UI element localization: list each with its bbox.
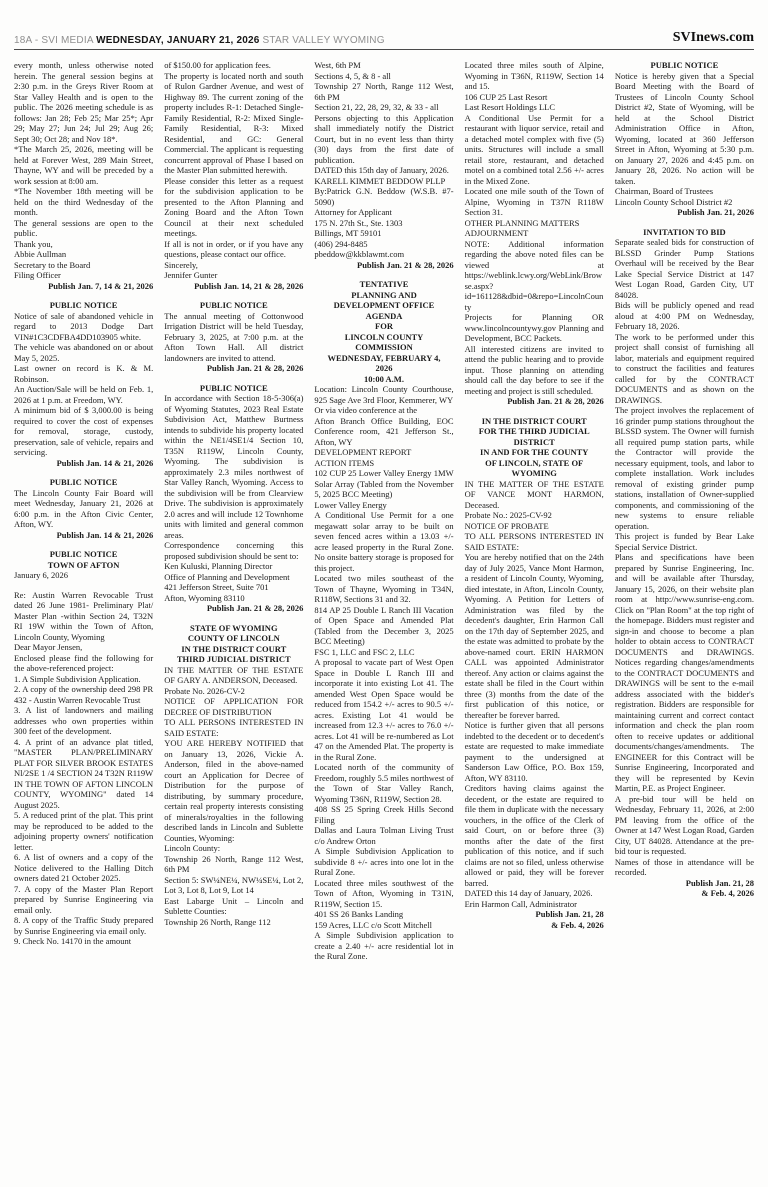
spacer xyxy=(465,407,604,416)
notice-paragraph: In accordance with Section 18-5-306(a) of Wyoming Statutes, 2023 Real Estate Subdivision Act, Matthew Burtness intends to subdivide his property located within the NE1/4SE1/4 Section 10, T35N R119W, Lincoln County, Wyoming. The subdivision is approximately 2.3 miles northwest of Star Valley Ranch, Wyoming. Access to the subdivision will be from Clearview Drive. The subdivision is approximately 2.0 acres and will include 12 Townhome units with limited and general common areas. xyxy=(164,393,304,540)
notice-heading: PLANNING AND xyxy=(351,289,417,300)
notice-heading: FOR xyxy=(375,321,393,331)
header-date: WEDNESDAY, JANUARY 21, 2026 xyxy=(96,35,260,46)
notice-paragraph: Chairman, Board of Trustees xyxy=(614,186,714,196)
page-header xyxy=(14,30,754,50)
notice-paragraph: Afton, Wyoming 83110 xyxy=(164,592,245,603)
publish-line: Publish Jan. 21, 28 xyxy=(535,909,604,919)
notice-heading: IN AND FOR THE COUNTY xyxy=(479,447,589,457)
notice-heading: OF LINCOLN, STATE OF xyxy=(485,457,584,468)
spacer xyxy=(615,218,754,227)
notice-paragraph: January 6, 2026 xyxy=(14,570,69,580)
publish-line: & Feb. 4, 2026 xyxy=(551,919,604,930)
notice-paragraph: By:Patrick G.N. Beddow (W.S.B. #7-5090) xyxy=(314,186,454,207)
notice-paragraph: Located three miles south of Alpine, Wyoming in T36N, R119W, Section 14 and 15. xyxy=(464,60,604,91)
notice-heading: AGENDA xyxy=(365,310,403,321)
columns xyxy=(0,50,768,962)
publish-line: Publish Jan. 7, 14 & 21, 2026 xyxy=(48,280,154,291)
column-1 xyxy=(14,60,153,962)
notice-paragraph: Ken Kuluski, Planning Director xyxy=(164,561,273,571)
notice-paragraph: Afton Branch Office Building, EOC Conference room, 421 Jefferson St., Afton, WY xyxy=(314,415,454,447)
spacer xyxy=(164,291,303,300)
notice-paragraph: Sincerely, xyxy=(164,259,198,270)
spacer xyxy=(164,614,303,623)
notice-paragraph: YOU ARE HEREBY NOTIFIED that on January 13, 2026, Vickie A. Anderson, filed in the above-named court an Application for Decree of Distribution for the purpose of distributing, by summary procedure, certain real property interests consisting of minerals/royalties in the following described lands in Lincoln and Sublette Counties, Wyoming: xyxy=(164,738,304,843)
notice-paragraph: Abbie Aullman xyxy=(14,249,67,259)
publish-line: Publish Jan. 21 & 28, 2026 xyxy=(357,259,454,270)
notice-heading: WEDNESDAY, FEBRUARY 4, xyxy=(327,352,441,363)
notice-paragraph: Attorney for Applicant xyxy=(314,207,392,217)
notice-paragraph: Located one mile south of the Town of Alpine, Wyoming in T37N R118W Section 31. xyxy=(464,186,604,217)
notice-paragraph: The property is located north and south of Rulon Gardner Avenue, and west of Highway 89. The current zoning of the property includes R-1: Detached Single-Family Residential, R-2: Mixed Single-Family Residential, R-3: Mixed Residential, and GC: General Commercial. The applicant is requesting concurrent approval of Phase I based on the Master Plan submitted herewith. xyxy=(164,70,304,175)
notice-paragraph: A pre-bid tour will be held on Wednesday, February 11, 2026, at 2:00 PM leaving from the office of the Owner at 147 West Logan Road, Garden City, UT 84028. Attendance at the pre-bid tour is requested. xyxy=(614,793,755,856)
notice-paragraph: Probate No.: 2025-CV-92 xyxy=(464,510,552,520)
notice-paragraph: 9. Check No. 14170 in the amount xyxy=(14,936,132,946)
notice-paragraph: OTHER PLANNING MATTERS xyxy=(464,217,580,228)
notice-heading: STATE OF WYOMING xyxy=(190,622,278,633)
notice-paragraph: Section 21, 22, 28, 29, 32, & 33 - all xyxy=(314,102,439,112)
notice-paragraph: DATED this 14 day of January, 2026. xyxy=(464,888,593,898)
notice-paragraph: 421 Jefferson Street, Suite 701 xyxy=(164,582,269,592)
notice-heading: 10:00 A.M. xyxy=(364,373,404,384)
notice-paragraph: A minimum bid of $ 3,000.00 is being required to cover the cost of expenses for removal, storage, custody, preservation, sale of vehicle, repairs and servicing. xyxy=(14,405,154,457)
site-name: SVInews.com xyxy=(672,30,754,45)
notice-paragraph: 408 SS 25 Spring Creek Hills Second Filing xyxy=(314,804,454,825)
publish-line: Publish Jan. 14 & 21, 2026 xyxy=(56,529,154,540)
notice-paragraph: Notice of sale of abandoned vehicle in regard to 2013 Dodge Dart VIN#1C3CDFBA4DD103905 white. xyxy=(14,310,154,342)
notice-paragraph: Last owner on record is K. & M. Robinson. xyxy=(14,363,154,384)
notice-paragraph: KARELL KIMMET BEDDOW PLLP xyxy=(314,175,446,186)
notice-paragraph: *The November 18th meeting will be held on the third Wednesday of the month. xyxy=(14,186,154,217)
notice-paragraph: A proposal to vacate part of West Open Space in Double L Ranch III and incorporate it into existing Lot 41. The amended West Open Space would be reduced from 154.2 +/- acres to 90.5 +/- acres. Existing Lot 41 would be increased from 12.3 +/- acres to 76.0 +/- acres. Lot 41 will be re-numbered as Lot 47 on the Amended Plat. The property is in the Rural Zone. xyxy=(314,657,454,762)
notice-paragraph: 7. A copy of the Master Plan Report prepared by Sunrise Engineering via email only. xyxy=(14,883,154,915)
notice-paragraph: DATED this 15th day of January, 2026. xyxy=(314,165,449,175)
notice-heading: PUBLIC NOTICE xyxy=(199,300,268,310)
notice-paragraph: ADJOURNMENT xyxy=(464,228,529,238)
notice-paragraph: 159 Acres, LLC c/o Scott Mitchell xyxy=(314,919,432,930)
notice-paragraph: Please consider this letter as a request for the subdivision application to be presented to the Afton Planning and Zoning Board and the Afton Town Council at their next scheduled meetings. xyxy=(164,175,304,238)
notice-paragraph: FSC 1, LLC and FSC 2, LLC xyxy=(314,646,415,657)
notice-paragraph: Names of those in attendance will be recorded. xyxy=(614,856,755,877)
notice-paragraph: 5. A reduced print of the plat. This print may be reproduced to be added to the adjoining property owners' notification letter. xyxy=(14,810,154,852)
notice-paragraph: The general sessions are open to the public. xyxy=(14,217,154,238)
notice-paragraph: 2. A copy of the ownership deed 298 PR 432 - Austin Warren Revocable Trust xyxy=(14,684,154,705)
page-label: 18A - SVI MEDIA xyxy=(14,35,97,46)
notice-paragraph: If all is not in order, or if you have any questions, please contact our office. xyxy=(164,238,304,259)
publish-line: & Feb. 4, 2026 xyxy=(701,888,755,898)
notice-paragraph: Lincoln County: xyxy=(164,843,221,853)
notice-paragraph: You are hereby notified that on the 24th day of July 2025, Vance Mont Harmon, a resident of Lincoln County, Wyoming, died intestate, in Afton, Lincoln County, Wyoming. A Petition for Letters of Administration was filed by the decedent's daughter, Erin Harmon Call on the 17th day of September 2025, and the estate was admitted to probate by the above-named court. ERIN HARMON CALL was appointed Administrator thereof. Any action or claims against the estate shall be filed in the Court within three (3) months from the date of the first publication of this notice, or thereafter be forever barred. xyxy=(464,552,604,720)
notice-heading: WYOMING xyxy=(511,468,557,478)
publish-line: Publish Jan. 21 & 28, 2026 xyxy=(507,396,604,406)
notice-paragraph: Sections 4, 5, & 8 - all xyxy=(314,70,391,81)
publish-line: Publish Jan. 14 & 21, 2026 xyxy=(56,457,154,468)
notice-paragraph: Billings, MT 59101 xyxy=(314,228,382,238)
notice-paragraph: ACTION ITEMS xyxy=(314,457,375,468)
spacer xyxy=(314,270,453,279)
notice-paragraph: The vehicle was abandoned on or about May 5, 2025. xyxy=(14,342,154,363)
notice-paragraph: Projects for Planning OR www.lincolncountywy.gov Planning and Development, BCC Packets. xyxy=(464,312,604,343)
notice-paragraph: NOTICE OF PROBATE xyxy=(464,520,549,531)
notice-paragraph: Township 26 North, Range 112 West, 6th PM xyxy=(164,853,304,874)
notice-paragraph: Plans and specifications have been prepared by Sunrise Engineering, Inc. and will be available after Thursday, January 15, 2026, on their website plan room at http://www.sunrise-eng.com. Click on "Plan Room" at the top right of the homepage. Bidders must register and sign-in and choose to become a plan holder to obtain access to CONTRACT DOCUMENTS and DRAWINGS. Notices regarding changes/amendments to the CONTRACT DOCUMENTS and DRAWINGS will be sent to the e-mail address associated with the bidder's registration. Bidders are responsible for maintaining current and correct contact information and check the plan room often to receive updates or additional documents/changes/amendments. The ENGINEER for this Contract will be Sunrise Engineering, Incorporated and they will be represented by Kevin Martin, P.E. as Project Engineer. xyxy=(614,552,755,793)
notice-paragraph: A Conditional Use Permit for a restaurant with liquor service, retail and a detached motel complex with five (5) units. Structures will include a small retail store, restaurant, and detached motel on a combined total 2.56 +/- acres in the Mixed Zone. xyxy=(464,112,604,186)
notice-paragraph: 4. A print of an advance plat titled, "MASTER PLAN/PRELIMINARY PLAT FOR SILVER BROOK ESTATES Nl/2SE 1 /4 SECTION 24 T32N R119W IN THE TOWN OF AFTON LINCOLN COUNTY, WYOMING" dated 14 August 2025. xyxy=(14,736,154,810)
column-3 xyxy=(314,60,453,962)
column-4 xyxy=(465,60,604,962)
notice-paragraph: *The March 25, 2026, meeting will be held at Forever West, 289 Main Street, Thayne, WY and will be preceded by a work session at 8:00 am. xyxy=(14,144,154,186)
notice-paragraph: Persons objecting to this Application shall immediately notify the District Court, but in no event less than thirty (30) days from the first date of publication. xyxy=(314,112,454,165)
notice-paragraph: every month, unless otherwise noted herein. The general session begins at 2:30 p.m. in the Greys River Room at Star Valley Health and is open to the public. The 2026 meeting schedule is as follows: Jan 28; Feb 25; Mar 25*; Apr 29; May 27; Jun 24; Jul 29; Aug 26; Sept 30; Oct 28; and Nov 18*. xyxy=(14,60,154,144)
spacer xyxy=(14,291,153,300)
notice-paragraph: TO ALL PERSONS INTERESTED IN SAID ESTATE: xyxy=(164,717,304,738)
notice-paragraph: Enclosed please find the following for the above-referenced project: xyxy=(14,652,154,673)
notice-heading: TOWN OF AFTON xyxy=(47,559,120,570)
notice-paragraph: (406) 294-8485 xyxy=(314,238,368,249)
notice-paragraph: Office of Planning and Development xyxy=(164,571,290,582)
notice-paragraph: 814 AP 25 Double L Ranch III Vacation of Open Space and Amended Plat (Tabled from the December 3, 2025 BCC Meeting) xyxy=(314,604,454,646)
notice-paragraph: Correspondence concerning this proposed subdivision should be sent to: xyxy=(164,540,304,561)
publish-line: Publish Jan. 21 & 28, 2026 xyxy=(206,603,304,613)
publish-line: Publish Jan. 21, 2026 xyxy=(677,207,755,217)
notice-paragraph: Separate sealed bids for construction of BLSSD Grinder Pump Stations Overhaul will be received by the Bear Lake Special Service District at 147 West Logan Road, Garden City, UT 84028. xyxy=(614,237,755,300)
notice-paragraph: DEVELOPMENT REPORT xyxy=(314,447,412,457)
notice-paragraph: NOTICE OF APPLICATION FOR DECREE OF DISTRIBUTION xyxy=(164,696,304,717)
notice-paragraph: 1. A Simple Subdivision Application. xyxy=(14,673,141,684)
notice-paragraph: IN THE MATTER OF THE ESTATE OF VANCE MONT HARMON, Deceased. xyxy=(464,478,604,510)
notice-heading: PUBLIC NOTICE xyxy=(199,382,268,393)
notice-paragraph: An Auction/Sale will be held on Feb. 1, 2026 at 1 p.m. at Freedom, WY. xyxy=(14,384,154,405)
notice-paragraph: 8. A copy of the Traffic Study prepared by Sunrise Engineering via email only. xyxy=(14,915,154,936)
notice-paragraph: The annual meeting of Cottonwood Irrigation District will be held Tuesday, February 3, 2025, at 7:00 p.m. at the Afton Town Hall. All district landowners are invited to attend. xyxy=(164,310,304,363)
notice-paragraph: Re: Austin Warren Revocable Trust dated 26 June 1981- Preliminary Plat/ Master Plan -within Section 24, T32N RI 19W within the Town of Afton, Lincoln County, Wyoming xyxy=(14,589,154,642)
notice-paragraph: Lincoln County School District #2 xyxy=(614,196,733,207)
notice-paragraph: Township 27 North, Range 112 West, 6th PM xyxy=(314,81,454,102)
notice-paragraph: TO ALL PERSONS INTERESTED IN SAID ESTATE: xyxy=(464,531,604,552)
notice-paragraph: The Lincoln County Fair Board will meet Wednesday, January 21, 2026 at 6:00 p.m. in the Afton Civic Center, Afton, WY. xyxy=(14,487,154,529)
notice-paragraph: Located two miles southeast of the Town of Thayne, Wyoming in T34N, R118W, Sections 31 and 32. xyxy=(314,573,454,604)
notice-paragraph: Located north of the community of Freedom, roughly 5.5 miles northwest of the Town of Star Valley Ranch, Wyoming T36N, R119W, Section 28. xyxy=(314,762,454,804)
notice-paragraph: 175 N. 27th St., Ste. 1303 xyxy=(314,217,403,228)
notice-heading: IN THE DISTRICT COURT xyxy=(181,643,287,654)
notice-paragraph: Dear Mayor Jensen, xyxy=(14,642,83,652)
notice-paragraph: 3. A list of landowners and mailing addresses who own properties within 300 feet of the development. xyxy=(14,705,154,736)
notice-paragraph: Dallas and Laura Tolman Living Trust c/o Andrew Orton xyxy=(314,825,454,846)
notice-heading: PUBLIC NOTICE xyxy=(49,300,118,310)
notice-heading: IN THE DISTRICT COURT xyxy=(481,415,587,426)
notice-paragraph: Bids will be publicly opened and read aloud at 4:00 PM on Wednesday, February 18, 2026. xyxy=(614,300,755,331)
notice-paragraph: 102 CUP 25 Lower Valley Energy 1MW Solar Array (Tabled from the November 5, 2025 BCC Meeting) xyxy=(314,468,454,499)
notice-paragraph: Secretary to the Board xyxy=(14,259,91,270)
notice-paragraph: West, 6th PM xyxy=(314,60,361,70)
spacer xyxy=(14,468,153,477)
notice-paragraph: East Labarge Unit – Lincoln and Sublette Counties: xyxy=(164,895,304,916)
notice-paragraph: Location: Lincoln County Courthouse, 925 Sage Ave 3rd Floor, Kemmerer, WY xyxy=(314,384,454,405)
notice-paragraph: Jennifer Gunter xyxy=(164,270,218,280)
notice-paragraph: All interested citizens are invited to attend the public hearing and to provide input. Those planning on attending should call the day before to see if the meeting and project is still scheduled. xyxy=(464,343,604,396)
notice-heading: LINCOLN COUNTY xyxy=(344,331,424,342)
notice-paragraph: Lower Valley Energy xyxy=(314,499,387,510)
notice-heading: COUNTY OF LINCOLN xyxy=(187,633,280,643)
notice-paragraph: Last Resort Holdings LLC xyxy=(464,102,556,112)
notice-paragraph: This project is funded by Bear Lake Special Service District. xyxy=(614,531,755,552)
notice-paragraph: Or via video conference at the xyxy=(314,405,418,415)
notice-paragraph: Thank you, xyxy=(14,238,53,249)
notice-heading: DISTRICT xyxy=(513,436,555,447)
notice-paragraph: A Simple Subdivision application to create a 2.40 +/- acre residential lot in the Rural Zone. xyxy=(314,930,454,961)
notice-paragraph: A Conditional Use Permit for a one megawatt solar array to be built on seven fenced acres within a 13.03 +/- acre leased property in the Rural Zone. No onsite battery storage is proposed for this project. xyxy=(314,510,454,573)
notice-heading: COMMISSION xyxy=(355,342,413,352)
notice-paragraph: Notice is further given that all persons indebted to the decedent or to decedent's estate are requested to make immediate payment to the undersigned at Sanderson Law Office, P.O. Box 159, Afton, WY 83110. xyxy=(464,720,604,783)
publish-line: Publish Jan. 21 & 28, 2026 xyxy=(206,363,304,373)
column-2 xyxy=(164,60,303,962)
notice-paragraph: The work to be performed under this project shall consist of furnishing all labor, materials and equipment required to construct the facilities and features called for by the CONTRACT DOCUMENTS and as shown on the DRAWINGS. xyxy=(614,331,755,405)
notice-paragraph: 106 CUP 25 Last Resort xyxy=(464,91,548,102)
notice-paragraph: Township 26 North, Range 112 xyxy=(164,916,271,927)
notice-paragraph: Section 5: SW¼NE¼, NW¼SE¼, Lot 2, Lot 3, Lot 8, Lot 9, Lot 14 xyxy=(164,874,304,895)
notice-heading: PUBLIC NOTICE xyxy=(49,477,118,487)
spacer xyxy=(14,581,153,590)
notice-paragraph: A Simple Subdivision Application to subdivide 8 +/- acres into one lot in the Rural Zone. xyxy=(314,846,454,877)
publish-line: Publish Jan. 21, 28 xyxy=(685,877,755,888)
notice-paragraph: Creditors having claims against the decedent, or the estate are required to file them in duplicate with the necessary vouchers, in the office of the Clerk of said Court, on or before three (3) months after the date of the first publication of this notice, and if such claims are not so filed, unless otherwise allowed or paid, they will be forever barred. xyxy=(464,783,604,888)
notice-heading: 2026 xyxy=(375,363,393,373)
header-masthead-line xyxy=(14,35,385,46)
header-region: STAR VALLEY WYOMING xyxy=(259,35,385,46)
notice-paragraph: pbeddow@kkblawmt.com xyxy=(314,249,405,259)
notice-heading: THIRD JUDICIAL DISTRICT xyxy=(176,654,291,664)
notice-heading: TENTATIVE xyxy=(359,279,409,289)
notice-paragraph: 6. A list of owners and a copy of the Notice delivered to the Halling Ditch owners dated 21 October 2025. xyxy=(14,852,154,883)
notice-paragraph: Located three miles southwest of the Town of Afton, Wyoming in T31N, R119W, Section 15. xyxy=(314,877,454,909)
notice-heading: PUBLIC NOTICE xyxy=(650,60,719,70)
column-5 xyxy=(615,60,754,962)
notice-paragraph: 401 SS 26 Banks Landing xyxy=(314,909,404,919)
publish-line: Publish Jan. 14, 21 & 28, 2026 xyxy=(194,280,304,291)
notice-heading: INVITATION TO BID xyxy=(643,226,726,237)
notice-paragraph: Notice is hereby given that a Special Board Meeting with the Board of Trustees of Lincoln County School District #2, State of Wyoming, will be held at the School District Administration Office in Afton, Wyoming, located at 360 Jefferson Street in Afton, Wyoming at 5:30 p.m. on January 27, 2026 and 4:45 p.m. on January 28, 2026. No action will be taken. xyxy=(614,70,755,186)
notice-heading: PUBLIC NOTICE xyxy=(49,549,118,559)
notice-heading: DEVELOPMENT OFFICE xyxy=(333,300,435,310)
notice-paragraph: The project involves the replacement of 16 grinder pump stations throughout the BLSSD system. The Owner will furnish all required pump station parts, while the Contractor will provide the necessary equipment, tools, and labor to complete installation. Work includes removal of existing grinder pump stations, installation of Owner-supplied components, and commissioning of the new systems to ensure reliable operation. xyxy=(614,405,755,531)
notice-paragraph: IN THE MATTER OF THE ESTATE OF GARY A. ANDERSON, Deceased. xyxy=(164,664,304,685)
spacer xyxy=(164,374,303,383)
notice-paragraph: Erin Harmon Call, Administrator xyxy=(464,898,577,909)
notice-paragraph: of $150.00 for application fees. xyxy=(164,60,271,70)
notice-heading: FOR THE THIRD JUDICIAL xyxy=(478,426,590,436)
notice-paragraph: Filing Officer xyxy=(14,270,61,280)
notice-paragraph: NOTE: Additional information regarding the above noted files can be viewed at https://weblink.lcwy.org/WebLink/Browse.aspx?id=161128&dbid=0&repo=LincolnCounty xyxy=(464,238,604,312)
spacer xyxy=(14,540,153,549)
notice-paragraph: Probate No. 2026-CV-2 xyxy=(164,685,245,696)
